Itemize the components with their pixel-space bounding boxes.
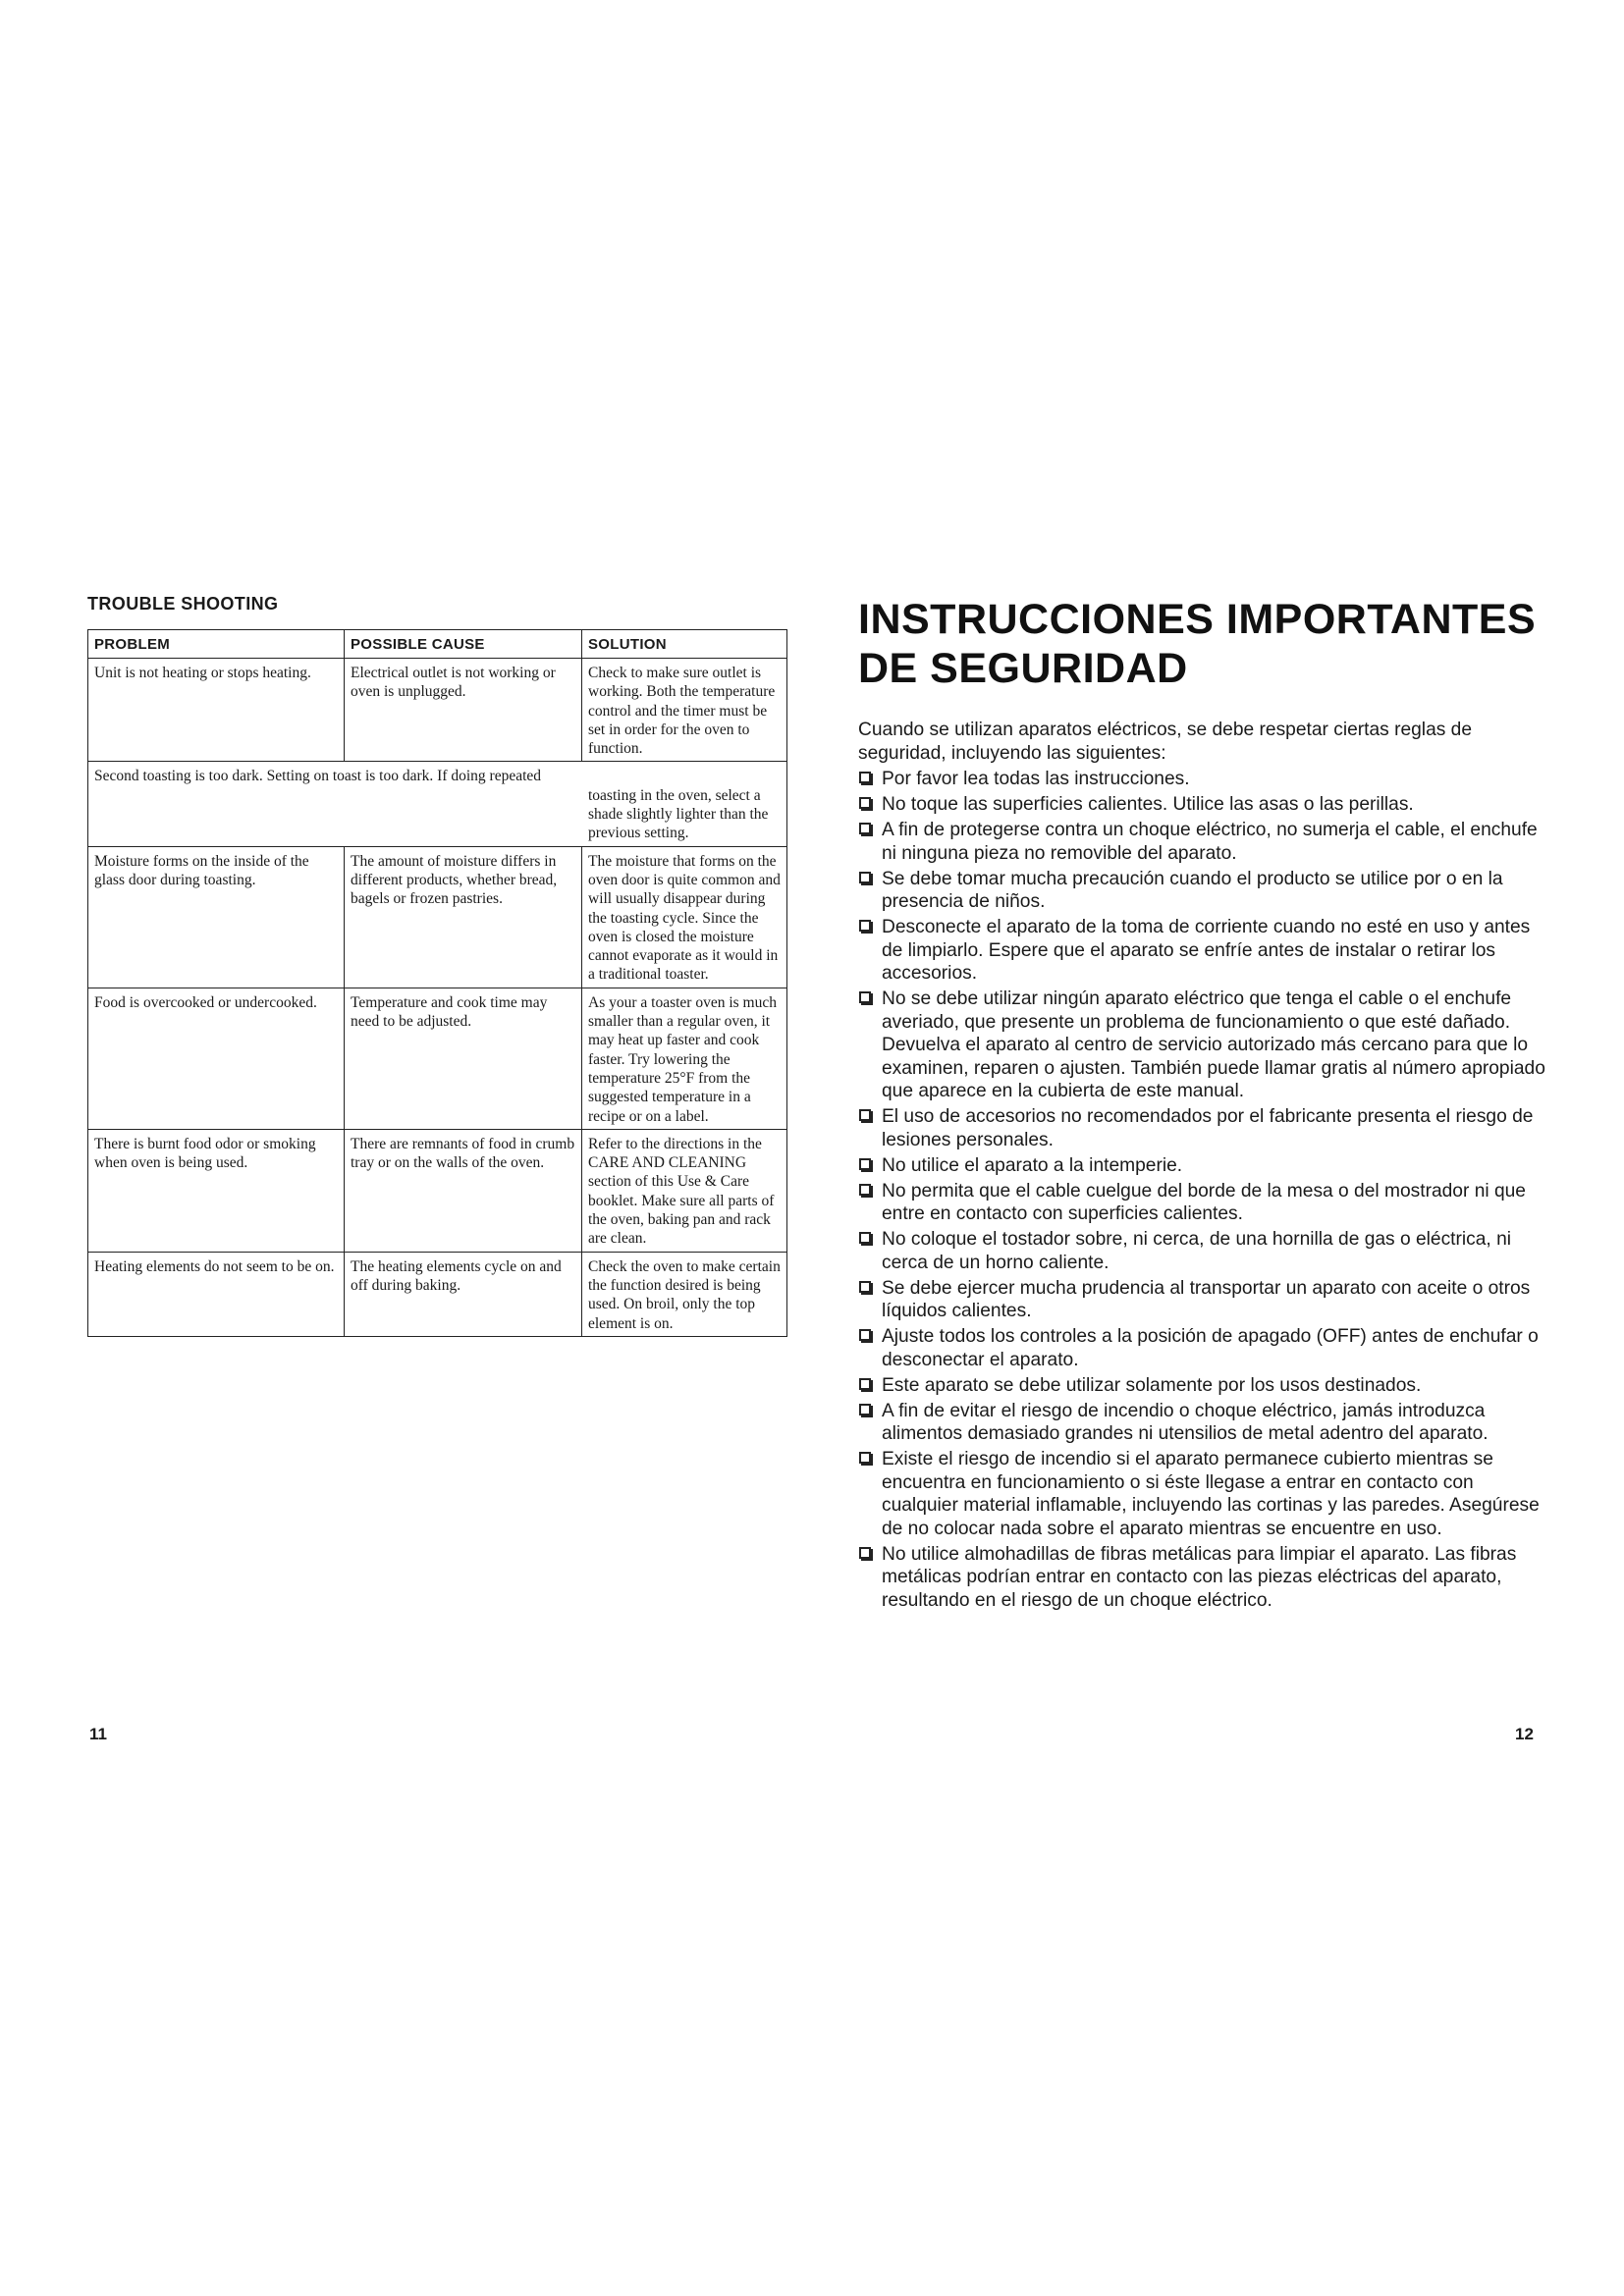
table-row — [88, 846, 787, 988]
safety-list-item — [858, 1448, 1551, 1540]
troubleshooting-title: TROUBLE SHOOTING — [87, 594, 279, 614]
safety-item-text: El uso de accesorios no recomendados por el fabricante presenta el riesgo de lesiones personales. — [882, 1106, 1534, 1150]
safety-item-text: Se debe tomar mucha precaución cuando el producto se utilice por o en la presencia de niños. — [882, 868, 1503, 912]
safety-item-text: Se debe ejercer mucha prudencia al transportar un aparato con aceite o otros líquidos calientes. — [882, 1277, 1531, 1321]
safety-item-text: No utilice el aparato a la intemperie. — [882, 1154, 1183, 1176]
table-row — [88, 659, 787, 762]
problem-cell: Heating elements do not seem to be on. — [88, 1252, 345, 1336]
solution-cell: Check to make sure outlet is working. Both the temperature control and the timer must be set in order for the oven to function. — [582, 659, 787, 762]
safety-item-text: Existe el riesgo de incendio si el aparato permanece cubierto mientras se encuentra en funcionamiento o si éste llegase a entrar en contacto con cualquier material inflamable, incluyendo las cortinas y las paredes. Asegúrese de no colocar nada sobre el aparato mientras se encuentre en uso. — [882, 1449, 1540, 1539]
table-row — [88, 762, 787, 846]
header-possible-cause: POSSIBLE CAUSE — [345, 630, 582, 659]
solution-cell: Refer to the directions in the CARE AND CLEANING section of this Use & Care booklet. Make sure all parts of the oven, baking pan and rack are clean. — [582, 1129, 787, 1252]
merged-row-cell — [88, 762, 787, 846]
checkbox-icon — [859, 823, 871, 834]
safety-item-text: A fin de protegerse contra un choque eléctrico, no sumerja el cable, el enchufe ni ninguna pieza no removible del aparato. — [882, 820, 1538, 864]
checkbox-icon — [859, 1158, 871, 1170]
problem-cell: Food is overcooked or undercooked. — [88, 988, 345, 1129]
checkbox-icon — [859, 1109, 871, 1121]
safety-list-item — [858, 868, 1551, 914]
checkbox-icon — [859, 1281, 871, 1293]
safety-title-line1: INSTRUCCIONES IMPORTANTES — [858, 596, 1537, 643]
table-header-row — [88, 630, 787, 659]
checkbox-icon — [859, 1404, 871, 1415]
right-page — [858, 595, 1551, 1615]
solution-cell: As your a toaster oven is much smaller than a regular oven, it may heat up faster and cook faster. Try lowering the temperature 25°F from the suggested temperature in a recipe or on a label. — [582, 988, 787, 1129]
safety-item-text: Ajuste todos los controles a la posición de apagado (OFF) antes de enchufar o desconectar el aparato. — [882, 1326, 1539, 1370]
safety-item-text: No toque las superficies calientes. Utilice las asas o las perillas. — [882, 794, 1414, 815]
solution-cell: toasting in the oven, select a shade slightly lighter than the previous setting. — [588, 786, 769, 842]
safety-item-text: No permita que el cable cuelgue del borde de la mesa o del mostrador ni que entre en contacto con superficies calientes. — [882, 1180, 1526, 1224]
cause-cell: Electrical outlet is not working or oven is unplugged. — [345, 659, 582, 762]
cause-cell: There are remnants of food in crumb tray or on the walls of the oven. — [345, 1129, 582, 1252]
safety-list-item — [858, 768, 1551, 791]
safety-item-text: A fin de evitar el riesgo de incendio o choque eléctrico, jamás introduzca alimentos demasiado grandes ni utensilios de metal adentro del aparato. — [882, 1400, 1489, 1444]
checkbox-icon — [859, 1452, 871, 1464]
page-number-left: 11 — [89, 1725, 107, 1743]
safety-list-item — [858, 1180, 1551, 1226]
safety-list-item — [858, 916, 1551, 986]
safety-list-item — [858, 819, 1551, 865]
safety-title-line2: DE SEGURIDAD — [858, 645, 1188, 692]
checkbox-icon — [859, 872, 871, 883]
page-number-right: 12 — [1515, 1725, 1534, 1743]
checkbox-icon — [859, 1378, 871, 1390]
safety-list-item — [858, 1154, 1551, 1178]
safety-list-item — [858, 1277, 1551, 1323]
solution-cell: The moisture that forms on the oven door is quite common and will usually disappear during the toasting cycle. Since the oven is closed the moisture cannot evaporate as it would in a traditional toaster. — [582, 846, 787, 988]
safety-list-item — [858, 1400, 1551, 1446]
safety-list-item — [858, 1374, 1551, 1398]
merged-row-text: Second toasting is too dark. Setting on toast is too dark. If doing repeated — [94, 768, 542, 785]
header-problem: PROBLEM — [88, 630, 345, 659]
safety-item-text: No coloque el tostador sobre, ni cerca, de una hornilla de gas o eléctrica, ni cerca de un horno caliente. — [882, 1229, 1512, 1273]
checkbox-icon — [859, 797, 871, 809]
intro-paragraph: Cuando se utilizan aparatos eléctricos, se debe respetar ciertas reglas de seguridad, incluyendo las siguientes: — [858, 720, 1473, 764]
safety-list-item — [858, 1325, 1551, 1371]
problem-cell: Moisture forms on the inside of the glass door during toasting. — [88, 846, 345, 988]
checkbox-icon — [859, 1232, 871, 1244]
cause-cell: Temperature and cook time may need to be adjusted. — [345, 988, 582, 1129]
safety-list-item — [858, 1228, 1551, 1274]
checkbox-icon — [859, 1547, 871, 1559]
troubleshooting-table — [87, 629, 787, 1337]
safety-item-text: No se debe utilizar ningún aparato eléctrico que tenga el cable o el enchufe averiado, que presente un problema de funcionamiento o que esté dañado. Devuelva el aparato al centro de servicio autorizado más cercano para que lo examinen, reparen o ajusten. También puede llamar gratis al número apropiado que aparece en la cubierta de este manual. — [882, 988, 1545, 1101]
cause-cell: The amount of moisture differs in different products, whether bread, bagels or frozen pastries. — [345, 846, 582, 988]
safety-list — [858, 768, 1551, 1612]
safety-list-item — [858, 1543, 1551, 1613]
solution-cell: Check the oven to make certain the function desired is being used. On broil, only the top element is on. — [582, 1252, 787, 1336]
problem-cell: There is burnt food odor or smoking when oven is being used. — [88, 1129, 345, 1252]
safety-item-text: Desconecte el aparato de la toma de corriente cuando no esté en uso y antes de limpiarlo. Espere que el aparato se enfríe antes de instalar o retirar los accesorios. — [882, 917, 1531, 984]
cause-cell: The heating elements cycle on and off during baking. — [345, 1252, 582, 1336]
safety-title — [858, 595, 1551, 693]
header-solution: SOLUTION — [582, 630, 787, 659]
checkbox-icon — [859, 1184, 871, 1196]
checkbox-icon — [859, 772, 871, 783]
table-row — [88, 1129, 787, 1252]
left-page — [87, 594, 786, 1337]
checkbox-icon — [859, 920, 871, 932]
checkbox-icon — [859, 1329, 871, 1341]
safety-list-item — [858, 793, 1551, 817]
table-row — [88, 1252, 787, 1336]
problem-cell: Unit is not heating or stops heating. — [88, 659, 345, 762]
table-row — [88, 988, 787, 1129]
checkbox-icon — [859, 991, 871, 1003]
safety-list-item — [858, 1105, 1551, 1151]
safety-item-text: Este aparato se debe utilizar solamente por los usos destinados. — [882, 1374, 1422, 1396]
safety-list-item — [858, 988, 1551, 1103]
safety-item-text: Por favor lea todas las instrucciones. — [882, 769, 1190, 789]
safety-item-text: No utilice almohadillas de fibras metálicas para limpiar el aparato. Las fibras metálicas podrían entrar en contacto con las piezas eléctricas del aparato, resultando en el riesgo de un choque eléctrico. — [882, 1543, 1517, 1611]
